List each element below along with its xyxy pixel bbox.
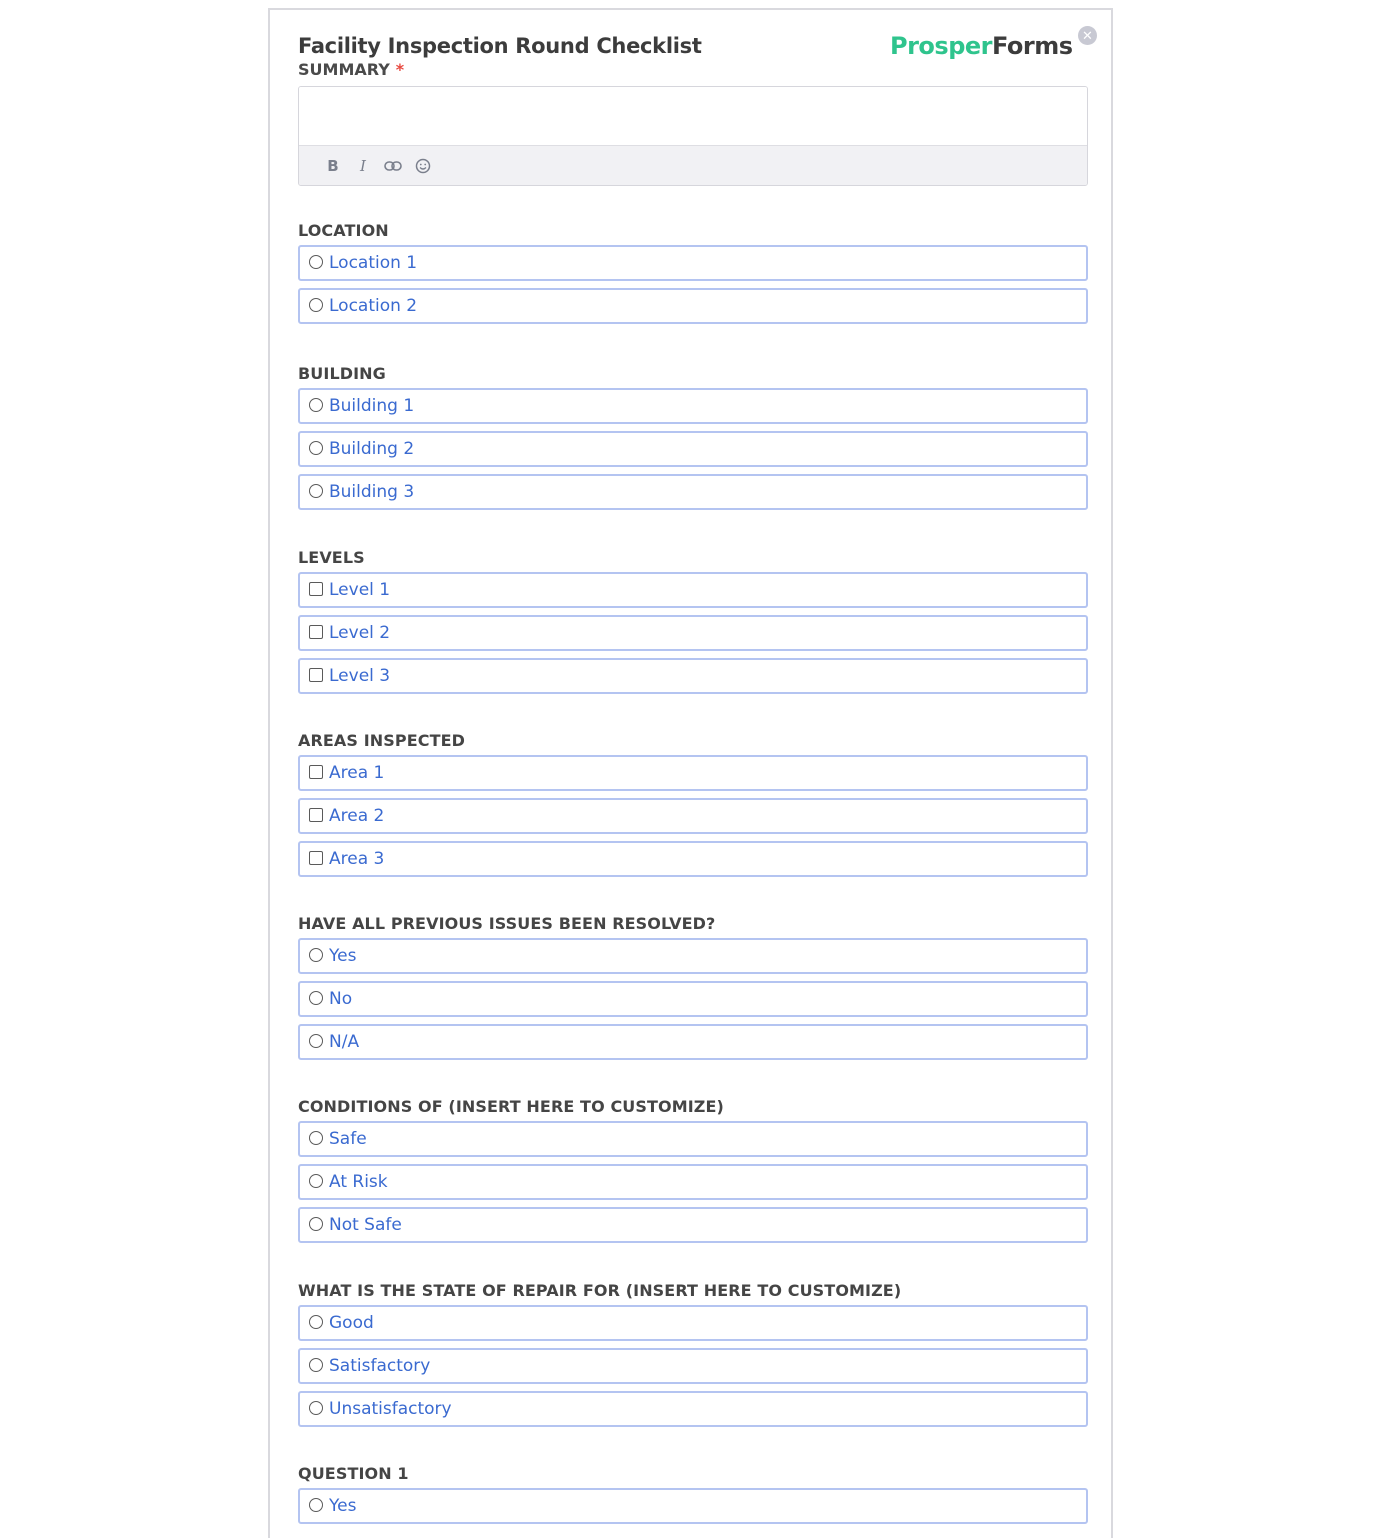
section-label: LEVELS	[298, 548, 365, 567]
radio-button[interactable]	[309, 1498, 323, 1512]
radio-button[interactable]	[309, 298, 323, 312]
radio-button[interactable]	[309, 1217, 323, 1231]
checkbox[interactable]	[309, 582, 323, 596]
option-label: Area 1	[329, 763, 385, 783]
option-label: Area 2	[329, 806, 385, 826]
option-label: N/A	[329, 1032, 360, 1052]
section-label: QUESTION 1	[298, 1464, 409, 1483]
section-label: CONDITIONS OF (INSERT HERE TO CUSTOMIZE)	[298, 1097, 724, 1116]
radio-option[interactable]	[298, 1024, 1088, 1060]
form-section	[298, 220, 1088, 324]
brand-logo	[890, 32, 1073, 60]
checkbox-option[interactable]	[298, 798, 1088, 834]
option-label: No	[329, 989, 353, 1009]
form-section	[298, 1280, 1088, 1427]
brand-logo-part2: Forms	[992, 32, 1073, 60]
emoji-icon[interactable]	[409, 155, 437, 177]
radio-option[interactable]	[298, 1207, 1088, 1243]
option-label: Good	[329, 1313, 374, 1333]
radio-button[interactable]	[309, 1401, 323, 1415]
checkbox-option[interactable]	[298, 755, 1088, 791]
radio-button[interactable]	[309, 948, 323, 962]
option-label: Level 3	[329, 666, 391, 686]
radio-option[interactable]	[298, 1121, 1088, 1157]
radio-button[interactable]	[309, 1358, 323, 1372]
option-label: Unsatisfactory	[329, 1399, 452, 1419]
radio-option[interactable]	[298, 474, 1088, 510]
checkbox[interactable]	[309, 625, 323, 639]
option-label: Yes	[329, 1496, 357, 1516]
option-label: Level 1	[329, 580, 391, 600]
checkbox-option[interactable]	[298, 572, 1088, 608]
option-label: Safe	[329, 1129, 367, 1149]
checkbox-option[interactable]	[298, 615, 1088, 651]
radio-option[interactable]	[298, 388, 1088, 424]
form-section	[298, 363, 1088, 510]
radio-button[interactable]	[309, 1034, 323, 1048]
form-section	[298, 1096, 1088, 1243]
bold-icon[interactable]: B	[327, 157, 339, 175]
option-label: Location 2	[329, 296, 418, 316]
checkbox[interactable]	[309, 808, 323, 822]
radio-button[interactable]	[309, 255, 323, 269]
form-section	[298, 730, 1088, 877]
radio-button[interactable]	[309, 1131, 323, 1145]
summary-textarea[interactable]	[299, 87, 1087, 145]
checkbox[interactable]	[309, 765, 323, 779]
italic-icon[interactable]: I	[360, 157, 366, 175]
option-label: Area 3	[329, 849, 385, 869]
form-title: Facility Inspection Round Checklist	[298, 34, 702, 58]
option-label: At Risk	[329, 1172, 388, 1192]
radio-option[interactable]	[298, 1164, 1088, 1200]
section-label: WHAT IS THE STATE OF REPAIR FOR (INSERT HERE TO CUSTOMIZE)	[298, 1281, 902, 1300]
checkbox-option[interactable]	[298, 658, 1088, 694]
radio-option[interactable]	[298, 1488, 1088, 1524]
checkbox-option[interactable]	[298, 841, 1088, 877]
checkbox[interactable]	[309, 668, 323, 682]
radio-option[interactable]	[298, 1348, 1088, 1384]
required-marker: *	[395, 60, 405, 79]
close-icon[interactable]: ✕	[1078, 26, 1097, 45]
option-label: Building 3	[329, 482, 415, 502]
section-label: AREAS INSPECTED	[298, 731, 465, 750]
radio-option[interactable]	[298, 981, 1088, 1017]
option-label: Building 2	[329, 439, 415, 459]
form-section	[298, 1463, 1088, 1524]
option-label: Location 1	[329, 253, 418, 273]
radio-option[interactable]	[298, 1391, 1088, 1427]
brand-logo-part1: Prosper	[890, 32, 992, 60]
form-section	[298, 547, 1088, 694]
radio-option[interactable]	[298, 288, 1088, 324]
radio-option[interactable]	[298, 938, 1088, 974]
radio-button[interactable]	[309, 441, 323, 455]
editor-toolbar	[299, 145, 1087, 186]
summary-label-text: SUMMARY	[298, 60, 390, 79]
summary-editor	[298, 86, 1088, 186]
option-label: Level 2	[329, 623, 391, 643]
option-label: Not Safe	[329, 1215, 402, 1235]
form-section	[298, 913, 1088, 1060]
option-label: Building 1	[329, 396, 415, 416]
radio-button[interactable]	[309, 1315, 323, 1329]
section-label: LOCATION	[298, 221, 389, 240]
option-label: Satisfactory	[329, 1356, 431, 1376]
form-panel	[268, 8, 1113, 1538]
radio-button[interactable]	[309, 991, 323, 1005]
link-icon[interactable]	[379, 155, 407, 177]
section-label: HAVE ALL PREVIOUS ISSUES BEEN RESOLVED?	[298, 914, 716, 933]
summary-label	[298, 60, 404, 79]
radio-button[interactable]	[309, 398, 323, 412]
section-label: BUILDING	[298, 364, 386, 383]
radio-option[interactable]	[298, 431, 1088, 467]
radio-button[interactable]	[309, 484, 323, 498]
radio-button[interactable]	[309, 1174, 323, 1188]
radio-option[interactable]	[298, 245, 1088, 281]
checkbox[interactable]	[309, 851, 323, 865]
background-page	[0, 0, 270, 1536]
radio-option[interactable]	[298, 1305, 1088, 1341]
option-label: Yes	[329, 946, 357, 966]
